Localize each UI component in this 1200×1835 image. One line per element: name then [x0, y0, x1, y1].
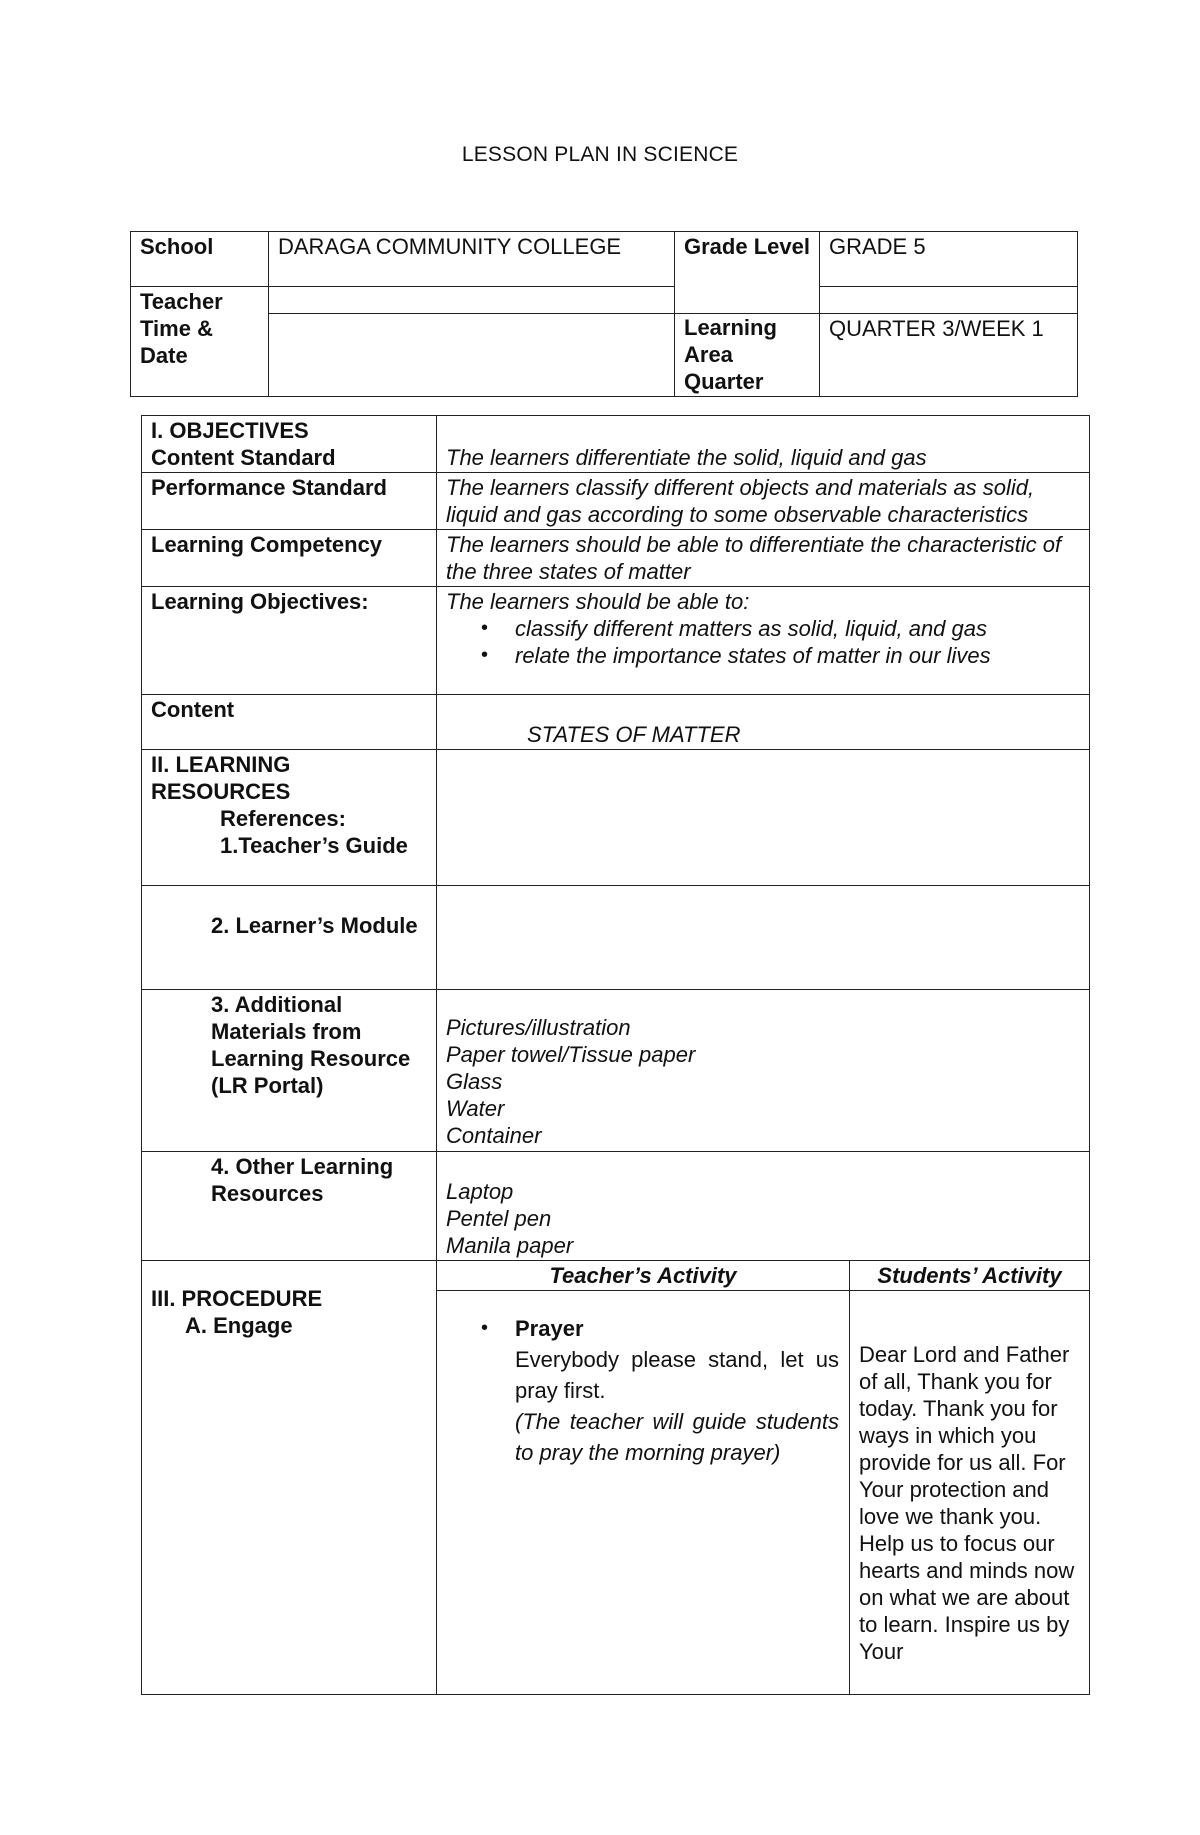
teachers-activity-cell	[437, 1291, 850, 1695]
list-item: Water	[446, 1096, 505, 1121]
learning-area-value	[820, 287, 1078, 314]
page-title: LESSON PLAN IN SCIENCE	[461, 143, 739, 166]
learning-competency-value: The learners should be able to differentiate the characteristic of the three states of matter	[437, 530, 1090, 587]
time-date-value	[269, 314, 675, 397]
prayer-item	[515, 1313, 839, 1468]
learning-objectives-list	[446, 615, 1080, 669]
list-item: Manila paper	[446, 1233, 574, 1258]
teachers-guide-label: 1.Teacher’s Guide	[220, 833, 408, 858]
time-date-label: Time & Date	[140, 316, 213, 368]
list-item: Paper towel/Tissue paper	[446, 1042, 696, 1067]
additional-materials-list	[437, 990, 1090, 1152]
learning-area-quarter-labels	[675, 314, 820, 397]
learning-objectives-label: Learning Objectives:	[142, 587, 437, 695]
list-item: Pentel pen	[446, 1206, 552, 1231]
additional-materials-label: 3. Additional Materials from Learning Resource (LR Portal)	[142, 990, 437, 1152]
learning-objectives-intro: The learners should be able to:	[446, 589, 750, 614]
list-item: • classify different matters as solid, liquid, and gas	[515, 615, 1080, 642]
engage-label: A. Engage	[185, 1313, 293, 1338]
quarter-value: QUARTER 3/WEEK 1	[820, 314, 1078, 397]
learners-module-value	[437, 886, 1090, 990]
learning-resources-cell	[142, 750, 437, 886]
prayer-instruction: Everybody please stand, let us pray first.	[515, 1347, 839, 1403]
prayer-list	[446, 1313, 839, 1468]
learning-objectives-cell	[437, 587, 1090, 695]
quarter-label: Quarter	[684, 369, 764, 394]
objectives-heading: I. OBJECTIVES	[151, 418, 309, 443]
objectives-cell	[142, 416, 437, 473]
lesson-plan-table	[141, 415, 1090, 1695]
grade-level-label: Grade Level	[675, 232, 820, 314]
students-activity-header: Students’ Activity	[850, 1261, 1090, 1291]
references-label: References:	[220, 806, 346, 831]
content-label: Content	[142, 695, 437, 750]
teacher-label: Teacher	[140, 289, 223, 314]
learning-area-label: Learning Area	[684, 315, 777, 367]
other-resources-label: 4. Other Learning Resources	[142, 1152, 437, 1261]
teacher-time-date-labels	[131, 287, 269, 397]
school-label: School	[131, 232, 269, 287]
list-item: Pictures/illustration	[446, 1015, 631, 1040]
school-value: DARAGA COMMUNITY COLLEGE	[269, 232, 675, 287]
procedure-cell	[142, 1261, 437, 1695]
teacher-value	[269, 287, 675, 314]
list-item: Container	[446, 1123, 542, 1148]
learners-module-label: 2. Learner’s Module	[142, 886, 437, 990]
content-standard-label: Content Standard	[151, 445, 336, 470]
grade-level-value: GRADE 5	[820, 232, 1078, 287]
list-item: Laptop	[446, 1179, 514, 1204]
procedure-heading: III. PROCEDURE	[151, 1286, 323, 1311]
header-table	[130, 231, 1078, 397]
teachers-guide-value	[437, 750, 1090, 886]
learning-resources-heading: II. LEARNING RESOURCES	[151, 752, 291, 804]
content-standard-value: The learners differentiate the solid, liquid and gas	[437, 416, 1090, 473]
other-resources-list	[437, 1152, 1090, 1261]
prayer-note: (The teacher will guide students to pray the morning prayer)	[515, 1409, 839, 1465]
teachers-activity-header: Teacher’s Activity	[437, 1261, 850, 1291]
content-value: STATES OF MATTER	[437, 695, 1090, 750]
list-item: • relate the importance states of matter in our lives	[515, 642, 1080, 669]
prayer-label: • Prayer	[515, 1316, 584, 1341]
learning-competency-label: Learning Competency	[142, 530, 437, 587]
performance-standard-label: Performance Standard	[142, 473, 437, 530]
list-item: Glass	[446, 1069, 503, 1094]
performance-standard-value: The learners classify different objects and materials as solid, liquid and gas according to some observable characteristics	[437, 473, 1090, 530]
students-prayer: Dear Lord and Father of all, Thank you for today. Thank you for ways in which you provide for us all. For Your protection and love we thank you. Help us to focus our hearts and minds now on what we are about to learn. Inspire us by Your	[850, 1291, 1090, 1695]
